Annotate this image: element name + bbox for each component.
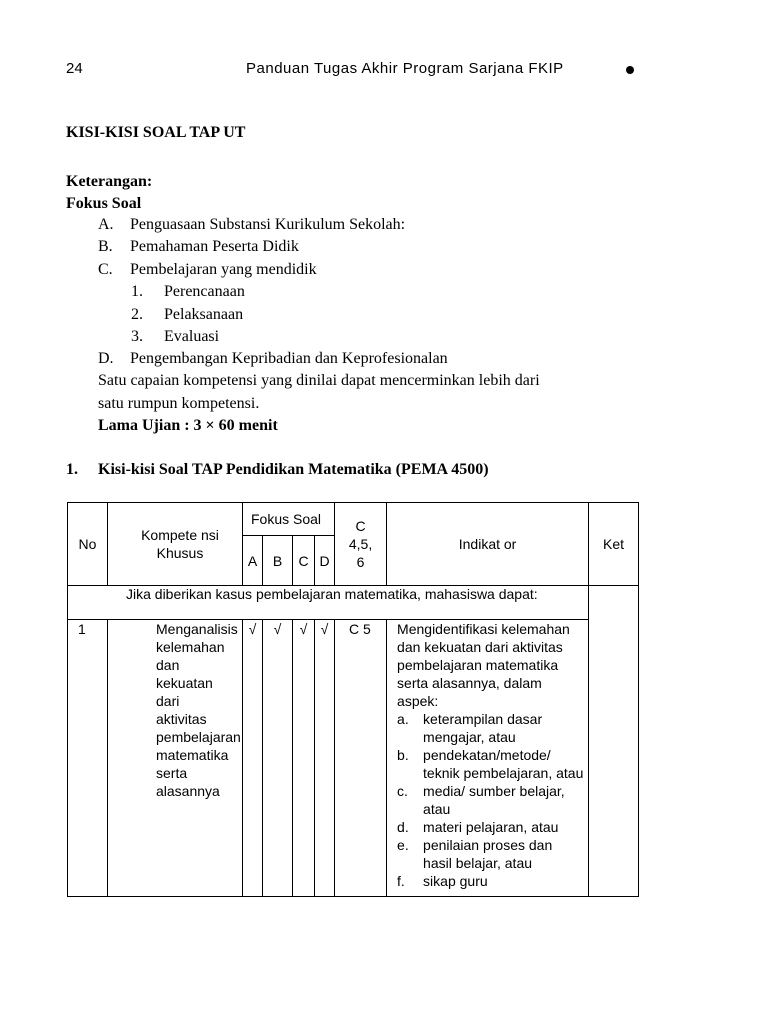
section-number: 1. — [66, 461, 78, 478]
fokus-label: Fokus Soal — [66, 195, 142, 212]
keterangan-label: Keterangan: — [66, 173, 153, 190]
fokus-list — [98, 214, 448, 371]
header-a: A — [243, 536, 263, 586]
ket-cell — [589, 586, 639, 897]
paragraph-line: Satu capaian kompetensi yang dinilai dapat mencerminkan lebih dari — [98, 372, 540, 389]
check-a-icon: √ — [243, 620, 263, 897]
list-item: C. Pembelajaran yang mendidik — [98, 260, 317, 278]
indikator-item: a. keterampilan dasar mengajar, atau — [397, 711, 543, 745]
kisi-kisi-table — [67, 502, 639, 897]
indikator-item: f. sikap guru — [397, 873, 488, 889]
row-c-level: C 5 — [335, 620, 387, 897]
row-no: 1 — [68, 620, 108, 897]
indikator-item: d. materi pelajaran, atau — [397, 819, 559, 835]
header-no: No — [68, 503, 108, 586]
list-item: B. Pemahaman Peserta Didik — [98, 238, 299, 256]
paragraph — [98, 370, 638, 438]
row-kompetensi: Menganalisis kelemahan dan kekuatan dari aktivitas pembelajaran matematika serta alasannya — [108, 620, 243, 897]
check-b-icon: √ — [263, 620, 293, 897]
list-item: D. Pengembangan Kepribadian dan Keprofesionalan — [98, 350, 448, 368]
header-ket: Ket — [589, 503, 639, 586]
section-title: Kisi-kisi Soal TAP Pendidikan Matematika (PEMA 4500) — [98, 461, 489, 478]
header-b: B — [263, 536, 293, 586]
lama-ujian: Lama Ujian : 3 × 60 menit — [98, 417, 278, 434]
sub-list — [98, 281, 448, 348]
intro-row: Jika diberikan kasus pembelajaran matematika, mahasiswa dapat: — [68, 586, 589, 620]
indikator-item: c. media/ sumber belajar, atau — [397, 783, 565, 817]
header-d: D — [315, 536, 335, 586]
check-c-icon: √ — [293, 620, 315, 897]
header-c-level: C 4,5, 6 — [335, 503, 387, 586]
header-indikator: Indikat or — [387, 503, 589, 586]
header-fokus-soal: Fokus Soal — [243, 503, 335, 536]
indikator-item: b. pendekatan/metode/ teknik pembelajaran, atau — [397, 747, 584, 781]
indikator-list — [397, 710, 584, 890]
indikator-intro: Mengidentifikasi kelemahan dan kekuatan dari aktivitas pembelajaran matematika serta alasannya, dalam aspek: — [397, 621, 570, 709]
header-kompetensi: Kompete nsi Khusus — [108, 503, 243, 586]
bullet-dot-icon — [626, 66, 634, 74]
section-heading — [66, 461, 489, 479]
check-d-icon: √ — [315, 620, 335, 897]
row-indikator — [387, 620, 589, 897]
sub-list-item: 3. Evaluasi — [131, 328, 220, 346]
keterangan-block — [66, 171, 152, 215]
header-c: C — [293, 536, 315, 586]
sub-list-item: 2. Pelaksanaan — [131, 305, 244, 323]
page-number: 24 — [66, 60, 83, 77]
paragraph-line: satu rumpun kompetensi. — [98, 394, 260, 412]
sub-list-item: 1. Perencanaan — [131, 283, 245, 301]
indikator-item: e. penilaian proses dan hasil belajar, atau — [397, 837, 553, 871]
running-title: Panduan Tugas Akhir Program Sarjana FKIP — [246, 60, 564, 77]
list-item: A. Penguasaan Substansi Kurikulum Sekolah: — [98, 216, 406, 233]
document-title: KISI-KISI SOAL TAP UT — [66, 124, 246, 141]
